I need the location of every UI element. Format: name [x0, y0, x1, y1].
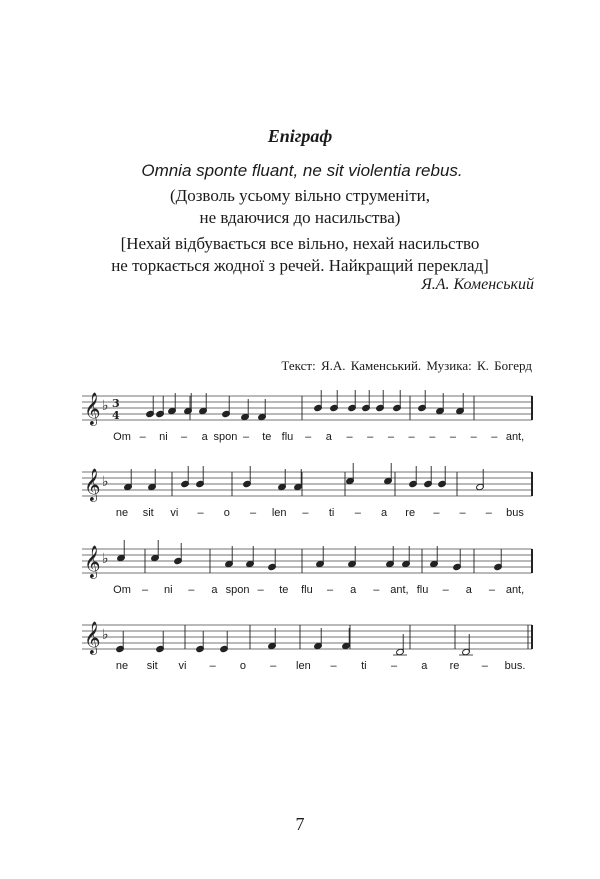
- lyric-syllable: –: [391, 660, 398, 672]
- flat-sign-icon: ♭: [102, 474, 109, 490]
- lyric-syllable: –: [387, 431, 394, 443]
- lyric-syllable: –: [188, 584, 195, 596]
- lyric-syllable: spon: [213, 431, 238, 443]
- lyric-syllable: o: [223, 507, 230, 519]
- treble-clef-icon: 𝄞: [84, 621, 101, 654]
- lyric-syllable: ne: [115, 660, 129, 672]
- epigraph-alt-translation-line: не торкається жодної з речей. Найкращий переклад]: [111, 256, 489, 275]
- lyric-syllable: –: [491, 431, 498, 443]
- lyric-syllable: te: [262, 431, 272, 443]
- epigraph-latin-quote: Omnia sponte fluant, ne sit violentia rebus.: [141, 161, 463, 180]
- lyric-syllable: –: [142, 584, 149, 596]
- lyric-syllable: ant,: [505, 431, 525, 443]
- lyric-syllable: –: [180, 431, 188, 443]
- lyric-syllable: Om: [113, 431, 131, 443]
- lyric-syllable: –: [197, 507, 204, 519]
- lyric-syllable: –: [459, 507, 466, 519]
- treble-clef-icon: 𝄞: [84, 392, 101, 425]
- lyric-syllable: flu: [301, 584, 313, 596]
- lyric-syllable: –: [330, 660, 337, 672]
- epigraph-translation-line: не вдаючися до насильства): [199, 208, 401, 227]
- lyric-syllable: –: [408, 431, 415, 443]
- lyric-syllable: –: [209, 660, 216, 672]
- lyric-syllable: –: [139, 431, 146, 443]
- lyric-syllable: –: [429, 431, 436, 443]
- lyric-syllable: sit: [146, 660, 158, 672]
- lyric-syllable: ti: [361, 660, 367, 672]
- page-number: 7: [295, 814, 305, 834]
- lyric-syllable: Om: [113, 584, 131, 596]
- lyric-syllable: a: [350, 584, 357, 596]
- lyric-syllable: –: [442, 584, 449, 596]
- lyric-syllable: –: [449, 431, 456, 443]
- lyric-syllable: –: [326, 584, 334, 596]
- lyric-syllable: te: [279, 584, 289, 596]
- flat-sign-icon: ♭: [102, 398, 109, 414]
- lyric-syllable: –: [305, 431, 312, 443]
- lyric-syllable: a: [211, 584, 218, 596]
- lyric-syllable: –: [470, 431, 477, 443]
- lyric-syllable: vi: [170, 507, 179, 519]
- lyric-syllable: vi: [178, 660, 187, 672]
- lyric-syllable: a: [201, 431, 208, 443]
- lyric-syllable: –: [302, 507, 309, 519]
- lyric-syllable: re: [405, 507, 416, 519]
- lyric-syllable: –: [270, 660, 277, 672]
- lyric-syllable: sit: [142, 507, 154, 519]
- epigraph-title: Епіграф: [267, 126, 333, 146]
- treble-clef-icon: 𝄞: [84, 545, 101, 578]
- flat-sign-icon: ♭: [102, 627, 109, 643]
- lyric-syllable: –: [249, 507, 257, 519]
- lyric-syllable: –: [481, 660, 488, 672]
- lyric-syllable: –: [433, 507, 440, 519]
- lyric-syllable: a: [325, 431, 332, 443]
- lyric-syllable: flu: [416, 584, 429, 596]
- lyric-syllable: ti: [328, 507, 335, 519]
- lyric-syllable: bus.: [504, 660, 526, 672]
- lyric-syllable: o: [239, 660, 246, 672]
- lyric-syllable: –: [373, 584, 380, 596]
- flat-sign-icon: ♭: [102, 551, 109, 567]
- lyric-syllable: flu: [281, 431, 294, 443]
- lyric-syllable: –: [354, 507, 361, 519]
- lyric-syllable: spon: [225, 584, 250, 596]
- time-signature-bottom: 4: [112, 409, 120, 422]
- lyric-syllable: len: [271, 507, 287, 519]
- lyric-syllable: re: [449, 660, 460, 672]
- lyric-syllable: –: [257, 584, 264, 596]
- lyric-syllable: ant,: [505, 584, 525, 596]
- lyric-syllable: bus: [506, 507, 524, 519]
- lyric-syllable: ant,: [390, 584, 409, 596]
- lyric-syllable: a: [465, 584, 472, 596]
- epigraph-translation-line: (Дозволь усьому вільно струменіти,: [169, 186, 431, 205]
- lyric-syllable: a: [421, 660, 428, 672]
- lyric-syllable: –: [488, 584, 495, 596]
- lyric-syllable: ni: [163, 584, 173, 596]
- lyric-syllable: len: [296, 660, 311, 672]
- song-credits: Текст: Я.А. Каменський. Музика: К. Богерд: [281, 358, 532, 373]
- lyric-syllable: –: [346, 431, 353, 443]
- epigraph-alt-translation-line: [Нехай відбувається все вільно, нехай насильство: [120, 234, 480, 253]
- lyric-syllable: ni: [159, 431, 168, 443]
- lyric-syllable: –: [367, 431, 374, 443]
- lyric-syllable: –: [243, 431, 250, 443]
- epigraph-author: Я.А. Коменський: [421, 276, 534, 293]
- lyric-syllable: a: [380, 507, 388, 519]
- treble-clef-icon: 𝄞: [84, 468, 101, 501]
- time-signature-top: 3: [112, 397, 120, 410]
- lyric-syllable: –: [485, 507, 492, 519]
- lyric-syllable: ne: [115, 507, 129, 519]
